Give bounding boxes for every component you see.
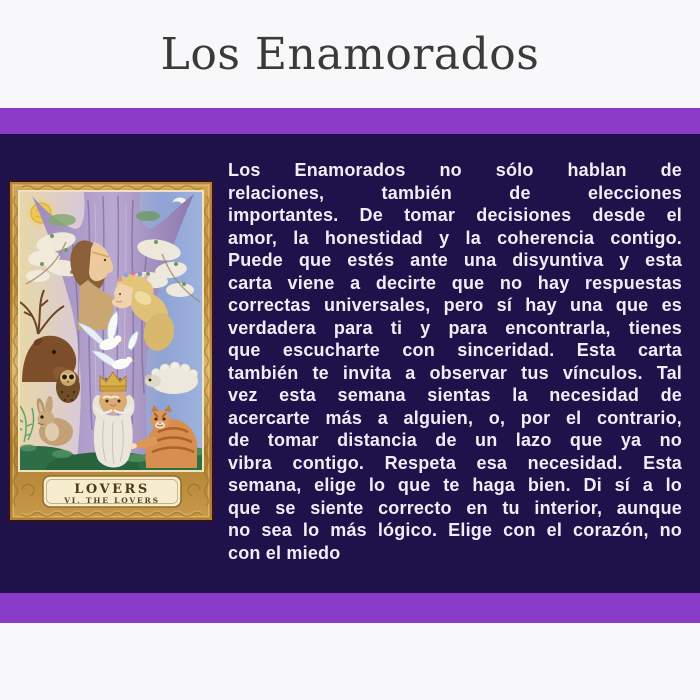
reading-text-line: carta viene a decirte que no hay respuestas (228, 272, 682, 293)
divider-top (0, 108, 700, 134)
reading-text (228, 159, 682, 564)
divider-bottom (0, 593, 700, 623)
reading-text-line: vibra contigo. Respeta esa necesidad. Esta (228, 452, 682, 473)
reading-text-line: relaciones, también de elecciones (228, 182, 682, 203)
page-title: Los Enamorados (160, 28, 540, 80)
card-label-plate (43, 476, 181, 507)
reading-text-line: importantes. De tomar decisiones desde el (228, 205, 682, 225)
reading-text-line: correctas universales, pero sí hay una que es (228, 295, 682, 315)
reading-text-line: verdadera para ti y para encontrarla, tienes (228, 317, 682, 338)
page-header (0, 0, 700, 108)
reading-text-line: amor, la honestidad y la coherencia contigo. (228, 227, 682, 248)
reading-panel (0, 134, 700, 593)
reading-text-line: que se siente correcto en tu interior, aunque (228, 497, 682, 518)
card-scene (8, 192, 214, 484)
card-subtitle-text: VI. THE LOVERS (64, 496, 160, 505)
reading-text-line: vez esta semana sientas la necesidad de (228, 385, 682, 405)
reading-text-line: con el miedo (228, 542, 341, 563)
reading-text-line: acercarte más a alguien, o, por el contrario, (228, 407, 682, 428)
reading-text-line: que escucharte con sinceridad. Esta carta (228, 340, 682, 360)
reading-text-line: Los Enamorados no sólo hablan de (228, 160, 682, 180)
card-artwork (8, 180, 214, 522)
card-title-text: LOVERS (74, 482, 150, 497)
reading-text-line: no sea lo más lógico. Elige con el corazón, no (228, 520, 682, 540)
reading-text-line: semana, elige lo que te haga bien. Di sí a lo (228, 475, 682, 495)
footer-space (0, 623, 700, 700)
reading-text-line: Puede que estés ante una disyuntiva y esta (228, 250, 682, 270)
tarot-card-image (8, 180, 214, 522)
reading-text-line: de tomar distancia de un lazo que ya no (228, 430, 682, 450)
reading-text-line: también te invita a observar tus vínculos. Tal (228, 362, 682, 383)
